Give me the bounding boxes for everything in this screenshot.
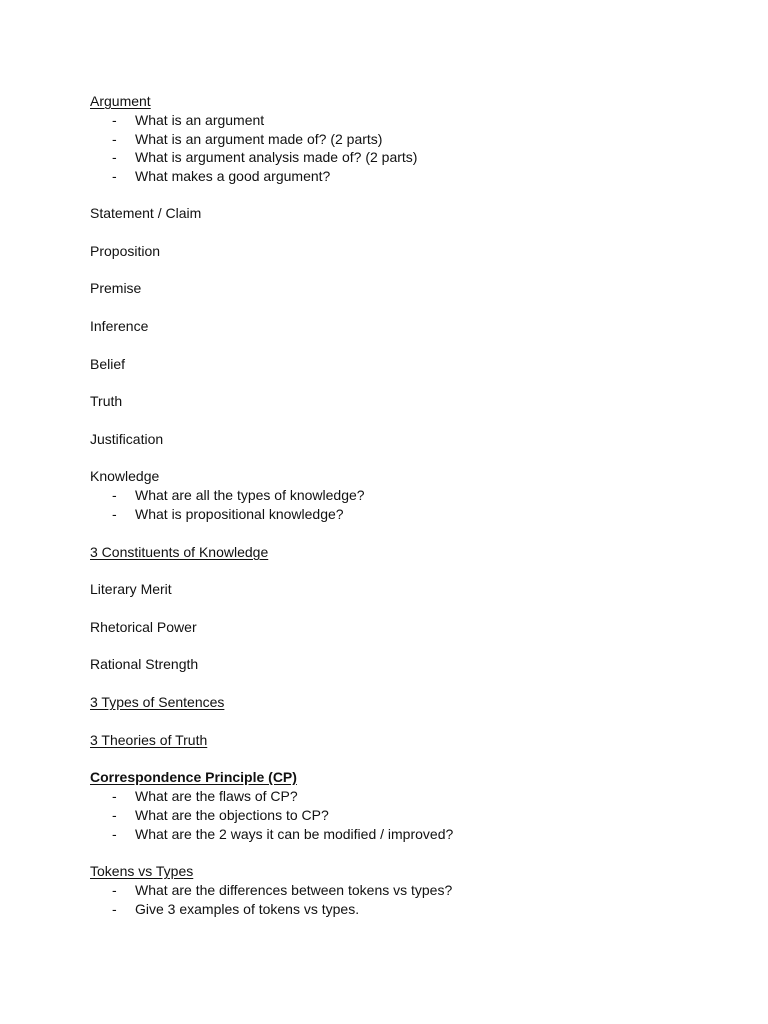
- term-rhetorical-power: Rhetorical Power: [90, 619, 197, 635]
- term-inference: Inference: [90, 318, 149, 334]
- bullet-dash: -: [112, 882, 117, 898]
- bullet-dash: -: [112, 168, 117, 184]
- term-justification: Justification: [90, 431, 164, 447]
- list-item-text: What are the differences between tokens vs types?: [135, 882, 453, 898]
- list-item-text: What are the 2 ways it can be modified / improved?: [135, 826, 454, 842]
- heading-correspondence-principle: Correspondence Principle (CP): [90, 769, 297, 785]
- list-item-text: What is propositional knowledge?: [135, 506, 344, 522]
- list-item-text: What are the flaws of CP?: [135, 788, 298, 804]
- term-literary-merit: Literary Merit: [90, 581, 172, 597]
- heading-constituents-of-knowledge: 3 Constituents of Knowledge: [90, 544, 269, 560]
- bullet-dash: -: [112, 901, 117, 917]
- bullet-dash: -: [112, 149, 117, 165]
- term-rational-strength: Rational Strength: [90, 656, 199, 672]
- list-item-text: What is an argument made of? (2 parts): [135, 131, 383, 147]
- term-proposition: Proposition: [90, 243, 161, 259]
- term-statement-claim: Statement / Claim: [90, 205, 202, 221]
- heading-types-of-sentences: 3 Types of Sentences: [90, 694, 225, 710]
- list-item-text: What are all the types of knowledge?: [135, 487, 365, 503]
- bullet-dash: -: [112, 487, 117, 503]
- term-belief: Belief: [90, 356, 126, 372]
- heading-theories-of-truth: 3 Theories of Truth: [90, 732, 208, 748]
- bullet-dash: -: [112, 112, 117, 128]
- term-truth: Truth: [90, 393, 123, 409]
- term-premise: Premise: [90, 280, 142, 296]
- bullet-dash: -: [112, 826, 117, 842]
- term-knowledge: Knowledge: [90, 468, 160, 484]
- bullet-dash: -: [112, 807, 117, 823]
- heading-tokens-vs-types: Tokens vs Types: [90, 863, 194, 879]
- list-item-text: Give 3 examples of tokens vs types.: [135, 901, 360, 917]
- list-item-text: What makes a good argument?: [135, 168, 331, 184]
- list-item-text: What is argument analysis made of? (2 parts): [135, 149, 418, 165]
- list-item-text: What is an argument: [135, 112, 265, 128]
- bullet-dash: -: [112, 506, 117, 522]
- bullet-dash: -: [112, 131, 117, 147]
- list-item-text: What are the objections to CP?: [135, 807, 329, 823]
- bullet-dash: -: [112, 788, 117, 804]
- heading-argument: Argument: [90, 93, 151, 109]
